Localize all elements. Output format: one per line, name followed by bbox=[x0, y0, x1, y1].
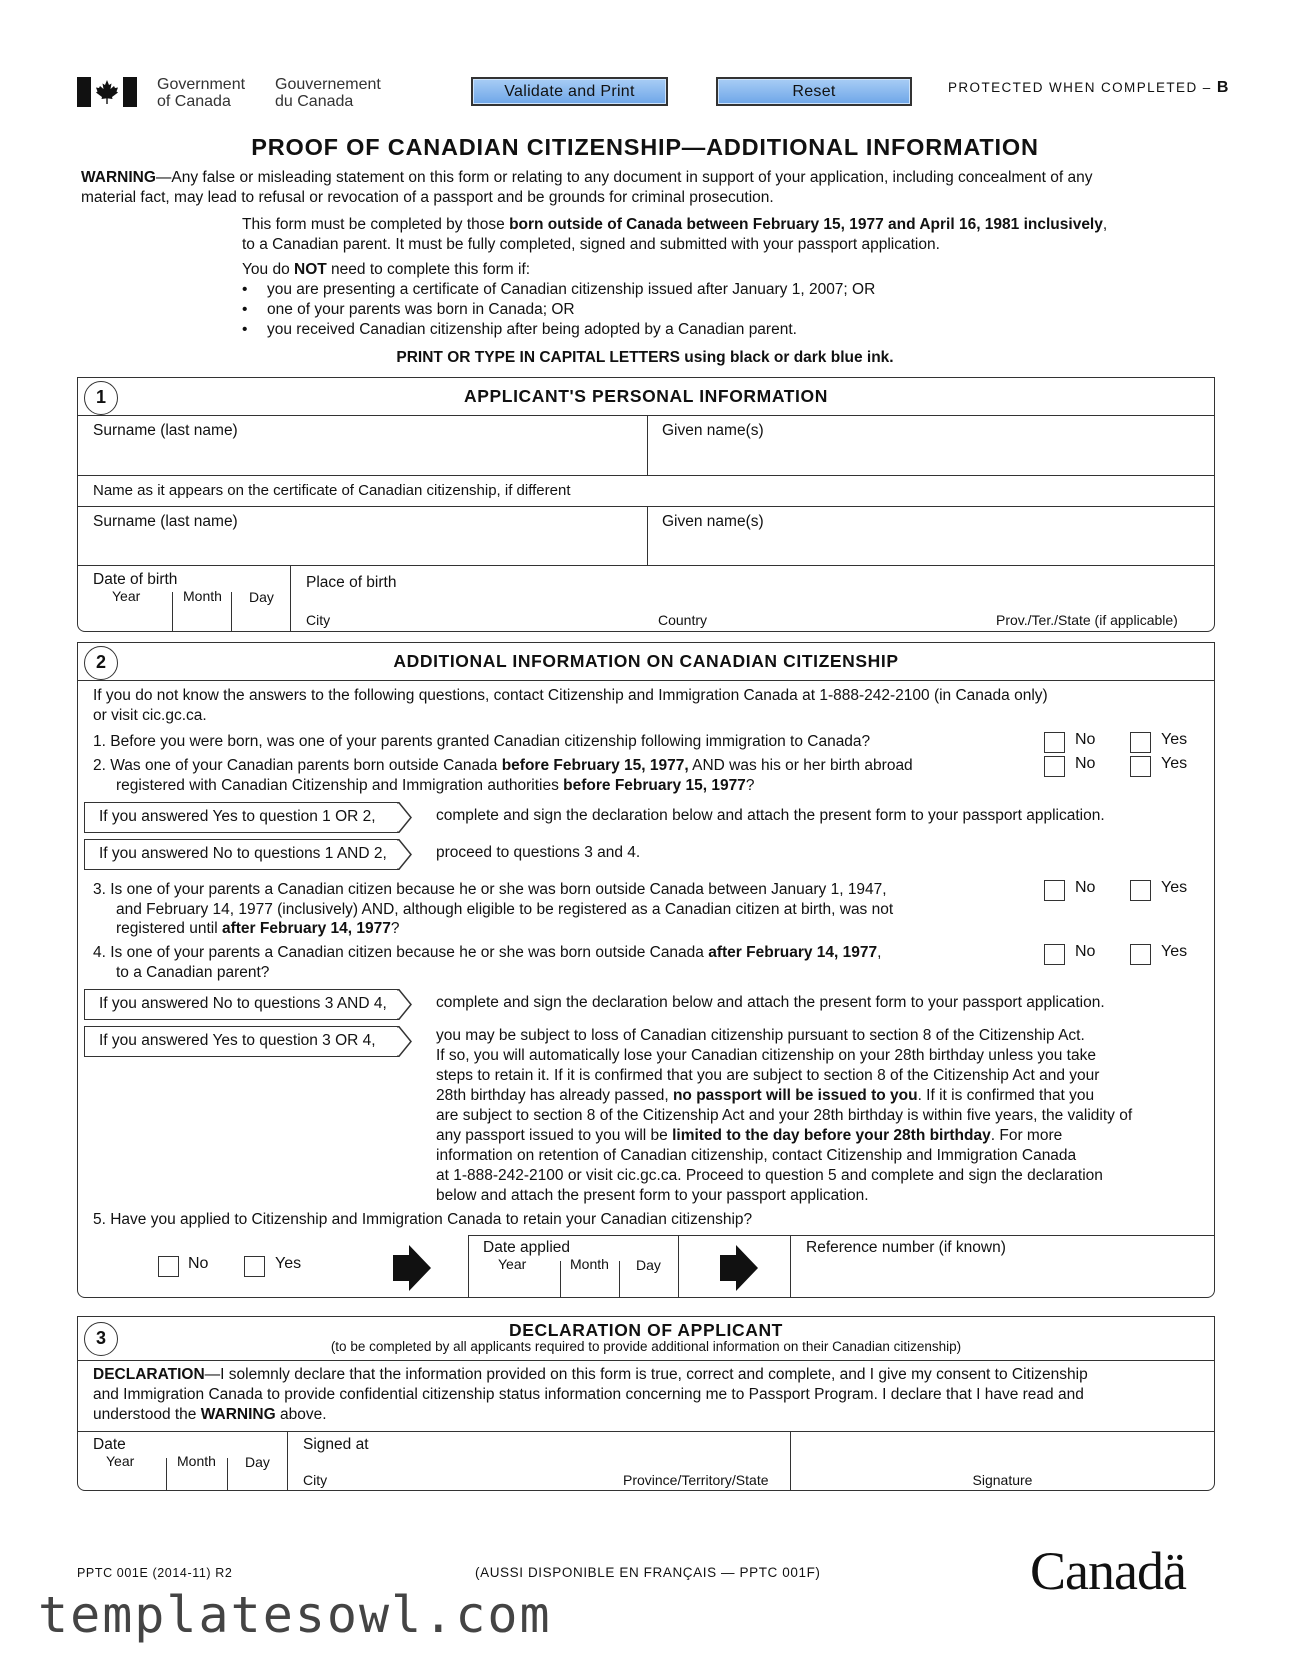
section-citizenship-info bbox=[77, 642, 1215, 1298]
must-bold: born outside of Canada between February 15, 1977 and April 16, 1981 inclusively bbox=[509, 216, 1103, 233]
warning-line1 bbox=[81, 168, 1092, 188]
q5-yes-checkbox[interactable] bbox=[244, 1256, 265, 1277]
q2-text-b: before February 15, 1977, bbox=[501, 757, 689, 774]
dob-day-label: Day bbox=[249, 589, 274, 605]
declaration-line3 bbox=[93, 1406, 327, 1424]
declaration-label: DECLARATION bbox=[93, 1366, 205, 1383]
section3-title: DECLARATION OF APPLICANT bbox=[509, 1320, 783, 1340]
flag-bar-left bbox=[77, 77, 91, 107]
q2-line2-c: ? bbox=[745, 777, 755, 794]
section1-number: 1 bbox=[84, 381, 118, 415]
declaration-year-label: Year bbox=[106, 1453, 135, 1469]
date-applied-day-input[interactable] bbox=[623, 1273, 673, 1295]
callout-label: If you answered Yes to question 3 OR 4, bbox=[84, 1026, 398, 1057]
declaration-line2: and Immigration Canada to provide confidential citizenship status information concerning me to Passport Program. I declare that I have read and bbox=[93, 1386, 1084, 1403]
divider bbox=[78, 1431, 1214, 1432]
declaration-date-label: Date bbox=[93, 1436, 126, 1453]
not-needed-line bbox=[242, 260, 530, 280]
given-name-input[interactable] bbox=[662, 444, 1202, 468]
divider bbox=[78, 475, 1214, 476]
c4-l4-a: 28th birthday has already passed, bbox=[436, 1087, 673, 1104]
surname-cert-input[interactable] bbox=[93, 535, 623, 559]
pob-country-label: Country bbox=[658, 612, 708, 628]
q3-no-checkbox[interactable] bbox=[1044, 880, 1065, 901]
section-applicant-info bbox=[77, 377, 1215, 632]
french-availability-note: (AUSSI DISPONIBLE EN FRANÇAIS — PPTC 001F) bbox=[475, 1565, 821, 1580]
declaration-day-input[interactable] bbox=[231, 1469, 281, 1489]
dob-label: Date of birth bbox=[93, 571, 178, 588]
decl-line3-b: WARNING bbox=[200, 1406, 276, 1423]
pob-label: Place of birth bbox=[306, 574, 397, 591]
must-suffix: , bbox=[1102, 216, 1108, 233]
divider bbox=[78, 506, 1214, 507]
date-applied-label: Date applied bbox=[483, 1239, 571, 1256]
not-prefix: You do bbox=[242, 261, 295, 278]
q1-yes-label: Yes bbox=[1161, 731, 1188, 748]
callout4-line: are subject to section 8 of the Citizenship Act and your 28th birthday is within five years, the validity of bbox=[436, 1107, 1133, 1124]
divider bbox=[78, 565, 1214, 566]
callout4-line: steps to retain it. If it is confirmed that you are subject to section 8 of the Citizenship Act and your bbox=[436, 1067, 1100, 1084]
divider bbox=[619, 1261, 620, 1298]
q2-no-label: No bbox=[1075, 755, 1096, 772]
section1-header bbox=[78, 378, 1214, 416]
callout3-instruction: complete and sign the declaration below and attach the present form to your passport application. bbox=[436, 994, 1105, 1011]
date-applied-year-input[interactable] bbox=[473, 1273, 557, 1295]
declaration-year-input[interactable] bbox=[88, 1469, 162, 1489]
must-prefix: This form must be completed by those bbox=[242, 216, 510, 233]
signed-at-input[interactable] bbox=[303, 1453, 783, 1473]
protected-label: PROTECTED WHEN COMPLETED – bbox=[948, 80, 1212, 95]
callout-arrow-icon bbox=[397, 839, 413, 870]
protected-status bbox=[948, 79, 1230, 97]
declaration-month-input[interactable] bbox=[170, 1469, 224, 1489]
date-applied-month-input[interactable] bbox=[564, 1273, 616, 1295]
callout4-line: you may be subject to loss of Canadian citizenship pursuant to section 8 of the Citizenship Act. bbox=[436, 1027, 1085, 1044]
given-name-cert-input[interactable] bbox=[662, 535, 1202, 559]
dob-year-label: Year bbox=[112, 588, 141, 604]
warning-text1: —Any false or misleading statement on this form or relating to any document in support of your application, including concealment of any bbox=[155, 169, 1093, 186]
page-title: PROOF OF CANADIAN CITIZENSHIP—ADDITIONAL INFORMATION bbox=[251, 134, 1039, 160]
signature-field[interactable] bbox=[790, 1435, 1215, 1471]
bullet-dot: • bbox=[242, 321, 248, 338]
templatesowl-watermark: templatesowl.com bbox=[38, 1586, 552, 1644]
callout4-line: at 1-888-242-2100 or visit cic.gc.ca. Proceed to question 5 and complete and sign the declaration bbox=[436, 1167, 1103, 1184]
q2-no-checkbox[interactable] bbox=[1044, 756, 1065, 777]
q3-no-label: No bbox=[1075, 879, 1096, 896]
divider bbox=[231, 592, 232, 631]
q3-line3-b: after February 14, 1977 bbox=[221, 920, 391, 937]
signed-province-label: Province/Territory/State bbox=[623, 1472, 769, 1488]
signed-city-label: City bbox=[303, 1472, 328, 1488]
section2-number: 2 bbox=[84, 646, 118, 680]
c4-l4-c: . If it is confirmed that you bbox=[917, 1087, 1095, 1104]
question-3-line3 bbox=[116, 920, 399, 938]
callout-label: If you answered No to questions 1 AND 2, bbox=[84, 839, 398, 870]
callout4-line bbox=[436, 1087, 1094, 1105]
divider bbox=[560, 1261, 561, 1298]
callout2-instruction: proceed to questions 3 and 4. bbox=[436, 844, 641, 861]
q5-no-label: No bbox=[188, 1255, 209, 1272]
section2-intro-line1: If you do not know the answers to the following questions, contact Citizenship and Immigration Canada at 1-888-242-2100 (in Canada only) bbox=[93, 687, 1048, 704]
question-2-line1 bbox=[93, 757, 913, 775]
surname-label: Surname (last name) bbox=[93, 422, 238, 439]
bullet-dot: • bbox=[242, 281, 248, 298]
not-suffix: need to complete this form if: bbox=[326, 261, 531, 278]
c4-l6-a: any passport issued to you will be bbox=[436, 1127, 673, 1144]
q4-no-label: No bbox=[1075, 943, 1096, 960]
c4-l4-b: no passport will be issued to you bbox=[672, 1087, 918, 1104]
q2-line2-b: before February 15, 1977 bbox=[563, 777, 746, 794]
signature-label: Signature bbox=[972, 1472, 1033, 1488]
dob-year-input[interactable] bbox=[88, 606, 168, 628]
gov-fr-line1: Gouvernement bbox=[275, 76, 381, 93]
q2-yes-checkbox[interactable] bbox=[1130, 756, 1151, 777]
declaration-month-label: Month bbox=[177, 1453, 216, 1469]
question-1: 1. Before you were born, was one of your parents granted Canadian citizenship following immigration to Canada? bbox=[93, 733, 871, 750]
date-applied-month-label: Month bbox=[570, 1256, 609, 1272]
q2-text-c: AND was his or her birth abroad bbox=[688, 757, 913, 774]
dob-day-input[interactable] bbox=[235, 606, 285, 628]
divider bbox=[468, 1235, 1215, 1236]
must-complete-line1 bbox=[242, 215, 1107, 235]
reference-number-input[interactable] bbox=[806, 1263, 1201, 1289]
alt-name-label: Name as it appears on the certificate of Canadian citizenship, if different bbox=[93, 482, 571, 499]
q5-no-checkbox[interactable] bbox=[158, 1256, 179, 1277]
section3-number: 3 bbox=[84, 1322, 118, 1356]
callout-label: If you answered Yes to question 1 OR 2, bbox=[84, 802, 398, 833]
given-name-label: Given name(s) bbox=[662, 422, 764, 439]
callout-label: If you answered No to questions 3 AND 4, bbox=[84, 989, 398, 1020]
date-applied-year-label: Year bbox=[498, 1256, 527, 1272]
section2-intro-line2: or visit cic.gc.ca. bbox=[93, 707, 207, 724]
section-declaration bbox=[77, 1316, 1215, 1491]
decl-line3-c: above. bbox=[275, 1406, 327, 1423]
q1-no-checkbox[interactable] bbox=[1044, 732, 1065, 753]
callout-arrow-icon bbox=[397, 802, 413, 833]
bullet-text: you are presenting a certificate of Canadian citizenship issued after January 1, 2007; OR bbox=[267, 281, 876, 298]
warning-label: WARNING bbox=[81, 169, 156, 186]
section3-header bbox=[78, 1317, 1214, 1361]
callout4-line: If so, you will automatically lose your Canadian citizenship on your 28th birthday unless you take bbox=[436, 1047, 1096, 1064]
dob-month-label: Month bbox=[183, 588, 222, 604]
bullet-text: you received Canadian citizenship after being adopted by a Canadian parent. bbox=[267, 321, 797, 338]
signed-at-label: Signed at bbox=[303, 1436, 369, 1453]
bullet-dot: • bbox=[242, 301, 248, 318]
question-4-line1 bbox=[93, 944, 881, 962]
bullet-text: one of your parents was born in Canada; OR bbox=[267, 301, 575, 318]
date-applied-day-label: Day bbox=[636, 1257, 661, 1273]
q4-yes-label: Yes bbox=[1161, 943, 1188, 960]
q2-line2-a: registered with Canadian Citizenship and Immigration authorities bbox=[116, 777, 564, 794]
q4-line1-c: , bbox=[877, 944, 882, 961]
q2-text-a: 2. Was one of your Canadian parents born outside Canada bbox=[93, 757, 502, 774]
gov-en-line2: of Canada bbox=[157, 93, 231, 110]
not-bold: NOT bbox=[294, 261, 327, 278]
question-2-line2 bbox=[116, 777, 754, 795]
c4-l6-c: . For more bbox=[990, 1127, 1063, 1144]
callout1-instruction: complete and sign the declaration below and attach the present form to your passport application. bbox=[436, 807, 1105, 824]
canada-wordmark: Canadä bbox=[1030, 1541, 1186, 1601]
question-4-line2: to a Canadian parent? bbox=[116, 964, 270, 981]
decl-line3-a: understood the bbox=[93, 1406, 201, 1423]
c4-l6-b: limited to the day before your 28th birthday bbox=[672, 1127, 991, 1144]
section2-title: ADDITIONAL INFORMATION ON CANADIAN CITIZENSHIP bbox=[393, 651, 899, 671]
question-3-line1: 3. Is one of your parents a Canadian citizen because he or she was born outside Canada between January 1, 1947, bbox=[93, 881, 887, 898]
declaration-line1 bbox=[93, 1366, 1088, 1384]
callout4-line bbox=[436, 1127, 1062, 1145]
q1-no-label: No bbox=[1075, 731, 1096, 748]
callout4-line: below and attach the present form to your passport application. bbox=[436, 1187, 869, 1204]
section3-subtitle: (to be completed by all applicants required to provide additional information on their Canadian citizenship) bbox=[330, 1339, 962, 1354]
must-complete-line2: to a Canadian parent. It must be fully completed, signed and submitted with your passport application. bbox=[242, 236, 940, 253]
q3-yes-checkbox[interactable] bbox=[1130, 880, 1151, 901]
gov-en-line1: Government bbox=[157, 76, 246, 93]
divider bbox=[647, 416, 648, 475]
q1-yes-checkbox[interactable] bbox=[1130, 732, 1151, 753]
q3-line3-c: ? bbox=[390, 920, 400, 937]
flag-bar-right bbox=[123, 77, 137, 107]
gov-fr-line2: du Canada bbox=[275, 93, 354, 110]
q4-yes-checkbox[interactable] bbox=[1130, 944, 1151, 965]
reference-number-label: Reference number (if known) bbox=[806, 1239, 1006, 1256]
divider bbox=[290, 565, 291, 631]
divider bbox=[647, 506, 648, 565]
q4-no-checkbox[interactable] bbox=[1044, 944, 1065, 965]
question-5: 5. Have you applied to Citizenship and Immigration Canada to retain your Canadian citizenship? bbox=[93, 1211, 753, 1228]
declaration-text1: —I solemnly declare that the information provided on this form is true, correct and complete, and I give my consent to Citizenship bbox=[204, 1366, 1088, 1383]
government-en-wordmark bbox=[157, 76, 245, 110]
q4-line1-a: 4. Is one of your parents a Canadian citizen because he or she was born outside Canada bbox=[93, 944, 709, 961]
pob-city-label: City bbox=[306, 612, 331, 628]
divider bbox=[468, 1235, 469, 1298]
warning-line2: material fact, may lead to refusal or revocation of a passport and be grounds for criminal prosecution. bbox=[81, 189, 774, 206]
protected-letter: B bbox=[1216, 79, 1230, 96]
q2-yes-label: Yes bbox=[1161, 755, 1188, 772]
divider bbox=[287, 1431, 288, 1490]
surname-cert-label: Surname (last name) bbox=[93, 513, 238, 530]
q3-yes-label: Yes bbox=[1161, 879, 1188, 896]
form-code: PPTC 001E (2014-11) R2 bbox=[77, 1566, 233, 1580]
question-3-line2: and February 14, 1977 (inclusively) AND, although eligible to be registered as a Canadian citizen at birth, was not bbox=[116, 901, 894, 918]
pob-prov-label: Prov./Ter./State (if applicable) bbox=[996, 612, 1178, 628]
declaration-day-label: Day bbox=[245, 1454, 270, 1470]
print-instruction: PRINT OR TYPE IN CAPITAL LETTERS using black or dark blue ink. bbox=[396, 349, 894, 366]
arrow-right-icon bbox=[393, 1245, 431, 1291]
government-of-canada-logo bbox=[77, 77, 137, 107]
callout-arrow-icon bbox=[397, 989, 413, 1020]
reset-button[interactable]: Reset bbox=[716, 77, 912, 106]
q4-line1-b: after February 14, 1977 bbox=[708, 944, 878, 961]
divider bbox=[227, 1458, 228, 1490]
divider bbox=[790, 1235, 791, 1298]
section2-header bbox=[78, 643, 1214, 681]
section1-title: APPLICANT'S PERSONAL INFORMATION bbox=[464, 386, 828, 406]
q5-yes-label: Yes bbox=[275, 1255, 302, 1272]
surname-input[interactable] bbox=[93, 444, 623, 468]
dob-month-input[interactable] bbox=[176, 606, 228, 628]
validate-and-print-button[interactable]: Validate and Print bbox=[471, 77, 668, 106]
given-name-cert-label: Given name(s) bbox=[662, 513, 764, 530]
divider bbox=[166, 1458, 167, 1490]
arrow-right-icon bbox=[720, 1245, 758, 1291]
divider bbox=[678, 1235, 679, 1298]
divider bbox=[172, 592, 173, 631]
callout4-line: information on retention of Canadian citizenship, contact Citizenship and Immigration Canada bbox=[436, 1147, 1077, 1164]
q3-line3-a: registered until bbox=[116, 920, 222, 937]
callout-arrow-icon bbox=[397, 1026, 413, 1057]
pob-input[interactable] bbox=[306, 592, 1196, 612]
maple-leaf-icon bbox=[95, 79, 119, 105]
government-fr-wordmark bbox=[275, 76, 381, 110]
